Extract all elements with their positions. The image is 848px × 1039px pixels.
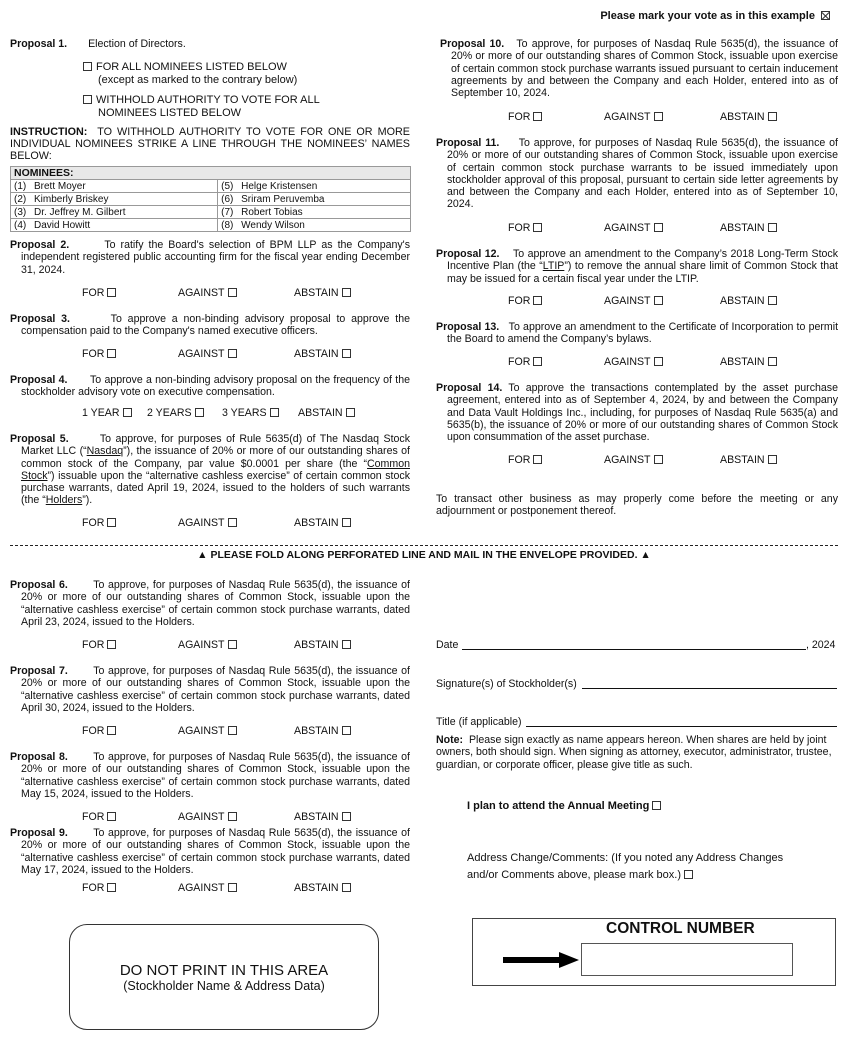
nominee-name: Sriram Peruvemba bbox=[241, 193, 325, 205]
checkbox-for-all[interactable] bbox=[83, 62, 92, 71]
vote-label: ABSTAIN bbox=[720, 295, 765, 307]
checkbox[interactable] bbox=[123, 408, 132, 417]
proposal-text: To approve the transactions contemplated by the asset purchase agreement, entered into as of September 4, 2024, by and between the Company and Data Vault Holdings Inc., including, for purposes of Nasdaq Rule 5635(a) and 5635(b), the issuance of 20% or more of our outstanding shares of Common Stock upon consummation of the asset purchase. bbox=[447, 382, 838, 444]
vote-abstain[interactable] bbox=[720, 356, 777, 368]
checkbox[interactable] bbox=[533, 223, 542, 232]
proposal-label: Proposal 1. bbox=[10, 38, 68, 50]
vote-against[interactable] bbox=[178, 287, 237, 299]
vote-against[interactable] bbox=[604, 222, 663, 234]
control-number-field[interactable] bbox=[581, 943, 793, 976]
proposal-text: ”), the issuance of 20% or more of our outstanding shares of common stock of the Company, par value $0.0001 per share (the “ bbox=[21, 445, 410, 470]
checkbox[interactable] bbox=[654, 455, 663, 464]
checkbox[interactable] bbox=[654, 223, 663, 232]
nominee-cell[interactable] bbox=[11, 206, 218, 219]
proposal-text: To approve, for purposes of Rule 5635(d) of The Nasdaq Stock Market LLC (“ bbox=[21, 433, 410, 458]
vote-label: FOR bbox=[82, 811, 105, 823]
checkbox[interactable] bbox=[107, 812, 116, 821]
signing-note bbox=[436, 734, 838, 771]
proposal-label: Proposal 10. bbox=[440, 38, 505, 50]
checkbox[interactable] bbox=[228, 726, 237, 735]
proposal-text: ”) issuable upon the “alternative cashless exercise” of certain common stock purchase warrants, dated April 19, 2024, issued to the holders of such warrants (the “ bbox=[21, 469, 410, 507]
signature-label: Signature(s) of Stockholder(s) bbox=[436, 678, 577, 690]
nominee-number: (7) bbox=[221, 206, 234, 218]
vote-label: ABSTAIN bbox=[720, 111, 765, 123]
proposal-label: Proposal 7. bbox=[10, 665, 68, 677]
defined-term-holders: Holders bbox=[45, 494, 83, 507]
checkbox[interactable] bbox=[228, 640, 237, 649]
nominee-name: Brett Moyer bbox=[34, 180, 86, 192]
proposal-text: To ratify the Board's selection of BPM LLP as the Company's independent registered public accounting firm for the fiscal year ending December 31, 2024. bbox=[21, 239, 411, 276]
date-year-suffix: , 2024 bbox=[806, 639, 836, 651]
proposal-text: Election of Directors. bbox=[88, 38, 186, 50]
proposal-label: Proposal 9. bbox=[10, 827, 68, 839]
checkbox[interactable] bbox=[342, 518, 351, 527]
checkbox[interactable] bbox=[533, 296, 542, 305]
nominee-name: Dr. Jeffrey M. Gilbert bbox=[34, 206, 126, 218]
nominee-number: (4) bbox=[14, 219, 27, 231]
vote-label: FOR bbox=[82, 882, 105, 894]
vote-abstain[interactable] bbox=[294, 725, 351, 737]
address-change-sublabel: and/or Comments above, please mark box.) bbox=[467, 869, 681, 881]
checkbox[interactable] bbox=[270, 408, 279, 417]
vote-example-instruction bbox=[600, 10, 830, 22]
vote-label: AGAINST bbox=[178, 882, 225, 894]
attend-meeting-option[interactable] bbox=[467, 800, 661, 812]
defined-term-ltip: LTIP bbox=[542, 260, 565, 273]
vote-against[interactable] bbox=[604, 295, 663, 307]
checkbox[interactable] bbox=[195, 408, 204, 417]
nominee-cell[interactable] bbox=[218, 180, 411, 193]
proposal-7 bbox=[10, 665, 410, 714]
vote-against[interactable] bbox=[178, 517, 237, 529]
table-row bbox=[11, 206, 411, 219]
other-business-text: To transact other business as may properly come before the meeting or any adjournment or postponement thereof. bbox=[436, 493, 838, 518]
vote-label: ABSTAIN bbox=[294, 811, 339, 823]
defined-term-common-stock: Common Stock bbox=[21, 457, 410, 482]
vote-abstain[interactable] bbox=[720, 454, 777, 466]
vote-abstain[interactable] bbox=[294, 348, 351, 360]
checked-box-icon bbox=[821, 11, 830, 20]
defined-term-nasdaq: Nasdaq bbox=[86, 445, 124, 458]
checkbox[interactable] bbox=[654, 112, 663, 121]
vote-label: 1 YEAR bbox=[82, 407, 120, 419]
checkbox[interactable] bbox=[533, 357, 542, 366]
vote-label: AGAINST bbox=[178, 517, 225, 529]
vote-against[interactable] bbox=[604, 454, 663, 466]
proposal-label: Proposal 3. bbox=[10, 313, 70, 325]
checkbox[interactable] bbox=[107, 518, 116, 527]
checkbox[interactable] bbox=[228, 518, 237, 527]
proposal-8 bbox=[10, 751, 410, 800]
control-number-label: CONTROL NUMBER bbox=[606, 920, 755, 937]
proposal-10 bbox=[440, 38, 838, 99]
vote-against[interactable] bbox=[178, 811, 237, 823]
proposal-label: Proposal 6. bbox=[10, 579, 68, 591]
vote-abstain[interactable] bbox=[720, 111, 777, 123]
checkbox[interactable] bbox=[107, 883, 116, 892]
vote-label: AGAINST bbox=[604, 111, 651, 123]
proposal-text: To approve a non-binding advisory proposal to approve the compensation paid to the Company's named executive officers. bbox=[21, 313, 410, 338]
nominee-name: Wendy Wilson bbox=[241, 219, 305, 231]
option-label: FOR ALL NOMINEES LISTED BELOW bbox=[96, 61, 287, 73]
date-label: Date bbox=[436, 639, 459, 651]
vote-against[interactable] bbox=[178, 348, 237, 360]
option-sublabel: NOMINEES LISTED BELOW bbox=[98, 107, 242, 119]
proposal-text: ”) to remove the annual share limit of Common Stock that may be issued for a certain fiscal year under the LTIP. bbox=[447, 260, 838, 285]
proposal-text: To approve, for purposes of Nasdaq Rule 5635(d), the issuance of 20% or more of our outstanding shares of Common Stock, issuable upon exercise of certain common stock purchase warrants to be issued immediately upon stockholder approval of this proposal, pursuant to certain side letter agreements by and between the Company and each Holder, entered into as of September 10, 2024. bbox=[447, 137, 838, 211]
vote-example-text: Please mark your vote as in this example bbox=[600, 10, 815, 22]
note-label: Note: bbox=[436, 734, 464, 746]
proposal-label: Proposal 14. bbox=[436, 382, 503, 394]
proposal-label: Proposal 11. bbox=[436, 137, 500, 149]
withhold-instruction bbox=[10, 126, 410, 162]
vote-for[interactable] bbox=[508, 454, 542, 466]
checkbox[interactable] bbox=[342, 349, 351, 358]
vote-label: AGAINST bbox=[178, 639, 225, 651]
table-row bbox=[11, 193, 411, 206]
checkbox[interactable] bbox=[228, 812, 237, 821]
vote-label: ABSTAIN bbox=[720, 454, 765, 466]
proposal-text: To approve an amendment to the Certificate of Incorporation to permit the Board to amend the Company’s bylaws. bbox=[447, 321, 839, 346]
checkbox[interactable] bbox=[654, 357, 663, 366]
proposal-label: Proposal 5. bbox=[10, 433, 69, 445]
vote-label: FOR bbox=[82, 348, 105, 360]
checkbox[interactable] bbox=[107, 349, 116, 358]
nominee-number: (1) bbox=[14, 180, 27, 192]
table-row bbox=[11, 180, 411, 193]
nominee-cell[interactable] bbox=[218, 193, 411, 206]
vote-label: FOR bbox=[508, 222, 531, 234]
vote-label: ABSTAIN bbox=[294, 882, 339, 894]
proposal-4 bbox=[10, 374, 410, 399]
nominees-header: NOMINEES: bbox=[11, 167, 411, 180]
vote-label: ABSTAIN bbox=[294, 725, 339, 737]
vote-label: FOR bbox=[82, 287, 105, 299]
checkbox[interactable] bbox=[346, 408, 355, 417]
vote-for[interactable] bbox=[82, 811, 116, 823]
vote-for[interactable] bbox=[82, 348, 116, 360]
proposal-label: Proposal 8. bbox=[10, 751, 68, 763]
do-not-print-area bbox=[69, 924, 379, 1030]
attend-meeting-label: I plan to attend the Annual Meeting bbox=[467, 800, 650, 812]
vote-against[interactable] bbox=[178, 725, 237, 737]
nominees-table bbox=[10, 166, 411, 232]
proposal-text: To approve, for purposes of Nasdaq Rule 5635(d), the issuance of 20% or more of our outstanding shares of Common Stock, issuable upon the “alternative cashless exercise” of certain common stock purchase warrants, dated May 15, 2024, issued to the Holders. bbox=[21, 751, 411, 800]
vote-abstain[interactable] bbox=[294, 287, 351, 299]
checkbox[interactable] bbox=[342, 726, 351, 735]
proposal-text: ”). bbox=[82, 494, 93, 507]
vote-for[interactable] bbox=[508, 222, 542, 234]
vote-label: FOR bbox=[508, 295, 531, 307]
vote-label: AGAINST bbox=[604, 356, 651, 368]
vote-for[interactable] bbox=[508, 356, 542, 368]
vote-label: ABSTAIN bbox=[720, 222, 765, 234]
proposal-2 bbox=[10, 239, 410, 276]
vote-label: ABSTAIN bbox=[298, 407, 343, 419]
vote-label: ABSTAIN bbox=[294, 639, 339, 651]
proposal-text: To approve, for purposes of Nasdaq Rule 5635(d), the issuance of 20% or more of our outstanding shares of Common Stock, issuable upon the “alternative cashless exercise” of certain common stock purchase warrants, dated April 23, 2024, issued to the Holders. bbox=[21, 579, 411, 628]
do-not-print-subtitle: (Stockholder Name & Address Data) bbox=[123, 979, 325, 993]
proposal-6 bbox=[10, 579, 410, 628]
vote-abstain[interactable] bbox=[298, 407, 355, 419]
vote-label: AGAINST bbox=[178, 287, 225, 299]
checkbox[interactable] bbox=[342, 812, 351, 821]
proposal-14 bbox=[436, 382, 838, 443]
checkbox[interactable] bbox=[768, 112, 777, 121]
option-for-all-nominees[interactable] bbox=[83, 61, 297, 87]
vote-for[interactable] bbox=[508, 111, 542, 123]
note-text: Please sign exactly as name appears hereon. When shares are held by joint owners, both should sign. When signing as attorney, executor, administrator, trustee, guardian, or corporate officer, please give title as such. bbox=[436, 734, 832, 771]
do-not-print-title: DO NOT PRINT IN THIS AREA bbox=[119, 962, 329, 979]
vote-label: ABSTAIN bbox=[294, 517, 339, 529]
vote-label: AGAINST bbox=[178, 348, 225, 360]
checkbox[interactable] bbox=[533, 112, 542, 121]
vote-against[interactable] bbox=[178, 639, 237, 651]
proposal-text: To approve, for purposes of Nasdaq Rule 5635(d), the issuance of 20% or more of our outstanding shares of Common Stock, issuable upon exercise of certain common stock purchase warrants issued pursuant to certain inducement agreements by and between the Company and each Holder, entered into as of September 10, 2024. bbox=[451, 38, 839, 100]
option-sublabel: (except as marked to the contrary below) bbox=[98, 74, 298, 86]
proposal-label: Proposal 13. bbox=[436, 321, 500, 333]
checkbox[interactable] bbox=[533, 455, 542, 464]
checkbox[interactable] bbox=[107, 726, 116, 735]
proposal-13 bbox=[436, 321, 838, 346]
checkbox[interactable] bbox=[228, 349, 237, 358]
checkbox[interactable] bbox=[654, 296, 663, 305]
vote-label: ABSTAIN bbox=[294, 287, 339, 299]
vote-label: FOR bbox=[82, 725, 105, 737]
proposal-text: To approve, for purposes of Nasdaq Rule 5635(d), the issuance of 20% or more of our outstanding shares of Common Stock, issuable upon the “alternative cashless exercise” of certain common stock purchase warrants, dated May 17, 2024, issued to the Holders. bbox=[21, 827, 411, 876]
checkbox[interactable] bbox=[107, 288, 116, 297]
nominee-number: (5) bbox=[221, 180, 234, 192]
nominee-name: David Howitt bbox=[34, 219, 91, 231]
signature-input[interactable] bbox=[582, 677, 837, 689]
vote-label: AGAINST bbox=[604, 454, 651, 466]
nominee-name: Helge Kristensen bbox=[241, 180, 318, 192]
vote-label: AGAINST bbox=[604, 222, 651, 234]
nominee-cell[interactable] bbox=[11, 219, 218, 232]
vote-label: FOR bbox=[82, 517, 105, 529]
proposal-label: Proposal 2. bbox=[10, 239, 70, 251]
nominee-cell[interactable] bbox=[218, 219, 411, 232]
checkbox[interactable] bbox=[107, 640, 116, 649]
checkbox[interactable] bbox=[768, 455, 777, 464]
vote-abstain[interactable] bbox=[720, 295, 777, 307]
proposal-text: To approve, for purposes of Nasdaq Rule 5635(d), the issuance of 20% or more of our outstanding shares of Common Stock, issuable upon the “alternative cashless exercise” of certain common stock purchase warrants, dated April 30, 2024, issued to the Holders. bbox=[21, 665, 411, 714]
vote-label: AGAINST bbox=[178, 811, 225, 823]
address-change-option[interactable] bbox=[467, 850, 783, 884]
vote-for[interactable] bbox=[82, 639, 116, 651]
vote-against[interactable] bbox=[604, 356, 663, 368]
checkbox[interactable] bbox=[228, 288, 237, 297]
checkbox[interactable] bbox=[342, 883, 351, 892]
title-input[interactable] bbox=[526, 715, 837, 727]
arrow-right-icon bbox=[503, 952, 579, 968]
nominee-number: (3) bbox=[14, 206, 27, 218]
vote-label: FOR bbox=[508, 454, 531, 466]
checkbox[interactable] bbox=[228, 883, 237, 892]
vote-label: AGAINST bbox=[604, 295, 651, 307]
checkbox[interactable] bbox=[768, 223, 777, 232]
nominee-name: Kimberly Briskey bbox=[34, 193, 109, 205]
vote-abstain[interactable] bbox=[294, 517, 351, 529]
proposal-3 bbox=[10, 313, 410, 338]
nominees-table-wrapper bbox=[10, 166, 411, 232]
checkbox[interactable] bbox=[768, 296, 777, 305]
perforated-fold-line bbox=[10, 545, 838, 546]
vote-label: AGAINST bbox=[178, 725, 225, 737]
title-label: Title (if applicable) bbox=[436, 716, 522, 728]
nominee-cell[interactable] bbox=[11, 180, 218, 193]
vote-for[interactable] bbox=[82, 287, 116, 299]
address-change-checkbox[interactable] bbox=[684, 870, 693, 879]
option-label: WITHHOLD AUTHORITY TO VOTE FOR ALL bbox=[96, 94, 320, 106]
address-change-label: Address Change/Comments: (If you noted any Address Changes bbox=[467, 852, 784, 864]
fold-notice: ▲ PLEASE FOLD ALONG PERFORATED LINE AND MAIL IN THE ENVELOPE PROVIDED. ▲ bbox=[197, 549, 651, 561]
option-withhold-all[interactable] bbox=[83, 94, 320, 120]
checkbox[interactable] bbox=[342, 640, 351, 649]
vote-1-year[interactable] bbox=[82, 407, 132, 419]
vote-label: ABSTAIN bbox=[294, 348, 339, 360]
vote-against[interactable] bbox=[178, 882, 237, 894]
vote-3-years[interactable] bbox=[222, 407, 279, 419]
proposal-11 bbox=[436, 137, 838, 211]
proposal-5 bbox=[10, 433, 410, 507]
control-number-box bbox=[472, 918, 836, 986]
vote-label: FOR bbox=[508, 356, 531, 368]
vote-for[interactable] bbox=[82, 725, 116, 737]
nominee-number: (2) bbox=[14, 193, 27, 205]
proposal-12 bbox=[436, 248, 838, 285]
vote-2-years[interactable] bbox=[147, 407, 204, 419]
checkbox[interactable] bbox=[342, 288, 351, 297]
vote-abstain[interactable] bbox=[294, 639, 351, 651]
vote-abstain[interactable] bbox=[720, 222, 777, 234]
table-row bbox=[11, 219, 411, 232]
vote-label: 3 YEARS bbox=[222, 407, 267, 419]
nominee-name: Robert Tobias bbox=[241, 206, 303, 218]
proposal-label: Proposal 4. bbox=[10, 374, 68, 386]
instruction-label: INSTRUCTION: bbox=[10, 126, 88, 138]
checkbox-withhold-all[interactable] bbox=[83, 95, 92, 104]
proposal-text: To approve an amendment to the Company’s 2018 Long-Term Stock Incentive Plan (the “ bbox=[447, 248, 838, 273]
vote-label: ABSTAIN bbox=[720, 356, 765, 368]
proposal-1 bbox=[10, 38, 410, 50]
nominee-cell[interactable] bbox=[11, 193, 218, 206]
vote-label: FOR bbox=[82, 639, 105, 651]
vote-label: FOR bbox=[508, 111, 531, 123]
proposal-text: To approve a non-binding advisory proposal on the frequency of the stockholder advisory vote on executive compensation. bbox=[21, 374, 410, 399]
vote-against[interactable] bbox=[604, 111, 663, 123]
date-input[interactable] bbox=[462, 638, 806, 650]
proposal-label: Proposal 12. bbox=[436, 248, 500, 260]
checkbox[interactable] bbox=[768, 357, 777, 366]
vote-for[interactable] bbox=[82, 882, 116, 894]
nominee-cell[interactable] bbox=[218, 206, 411, 219]
instruction-text: TO WITHHOLD AUTHORITY TO VOTE FOR ONE OR MORE INDIVIDUAL NOMINEES STRIKE A LINE THROUGH THE NOMINEES’ NAMES BELOW: bbox=[10, 126, 410, 162]
proposal-9 bbox=[10, 827, 410, 876]
vote-abstain[interactable] bbox=[294, 882, 351, 894]
vote-label: 2 YEARS bbox=[147, 407, 192, 419]
attend-meeting-checkbox[interactable] bbox=[652, 801, 661, 810]
nominee-number: (8) bbox=[221, 219, 234, 231]
nominee-number: (6) bbox=[221, 193, 234, 205]
vote-for[interactable] bbox=[82, 517, 116, 529]
vote-for[interactable] bbox=[508, 295, 542, 307]
vote-abstain[interactable] bbox=[294, 811, 351, 823]
